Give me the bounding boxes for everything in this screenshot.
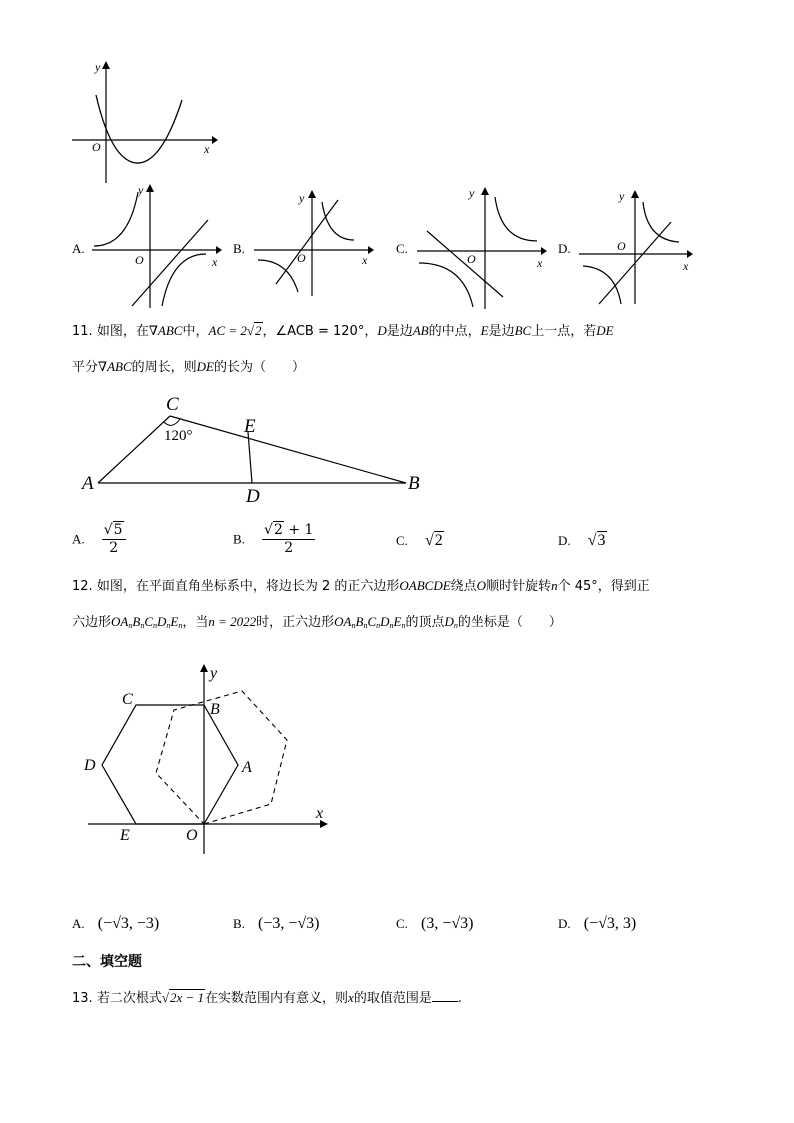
q10-option-d-letter[interactable]: D. <box>558 241 571 256</box>
svg-text:y: y <box>469 186 475 200</box>
q10-option-c-letter[interactable]: C. <box>396 241 408 256</box>
svg-text:x: x <box>362 253 368 267</box>
y-label: y <box>95 60 101 74</box>
q10-main-graph <box>66 55 226 190</box>
side-cb <box>170 416 406 483</box>
svg-text:E: E <box>120 827 130 844</box>
parabola <box>96 95 182 163</box>
label-b: B <box>408 473 420 494</box>
x-label: x <box>204 142 210 156</box>
svg-text:x: x <box>212 255 218 269</box>
label-d: D <box>246 486 260 507</box>
y-axis-arrow <box>102 61 110 69</box>
q12-hexagon-figure <box>80 658 340 858</box>
svg-text:y: y <box>619 189 625 203</box>
svg-text:C: C <box>122 691 133 708</box>
svg-text:O: O <box>297 251 306 265</box>
q10-option-d-graph <box>575 186 700 308</box>
svg-text:O: O <box>467 252 476 266</box>
rotated-hexagon <box>156 691 287 824</box>
svg-text:x: x <box>316 805 324 822</box>
q10-option-c-graph <box>413 183 553 313</box>
q12-option-a[interactable]: A. (−√3, −3) <box>72 915 160 932</box>
svg-text:O: O <box>617 239 626 253</box>
q13-answer-blank[interactable] <box>432 989 458 1002</box>
label-c: C <box>166 394 179 415</box>
svg-text:x: x <box>683 259 689 273</box>
q12-option-c[interactable]: C. (3, −√3) <box>396 915 474 932</box>
origin-label: O <box>92 140 101 154</box>
section-fill-in-title: 二、填空题 <box>72 954 142 970</box>
q10-option-a-graph <box>88 180 228 312</box>
q12-line2: 六边形$OA_nB_nC_nD_nE_n$，当n = 2022时，正六边形$OA_nB_nC_nD_nE_n$的顶点$D_n$的坐标是（ ） <box>72 614 562 630</box>
svg-text:B: B <box>210 701 220 718</box>
svg-text:y: y <box>210 665 218 682</box>
q11-triangle-figure <box>76 388 436 508</box>
svg-text:A: A <box>242 759 252 776</box>
svg-text:O: O <box>186 827 198 844</box>
x-axis-arrow <box>212 136 218 144</box>
side-ac <box>98 416 170 483</box>
q12-option-d[interactable]: D. (−√3, 3) <box>558 915 637 932</box>
label-angle: 120° <box>164 428 193 444</box>
y-axis-arrow <box>200 664 208 672</box>
svg-text:y: y <box>138 183 144 197</box>
q12-line1: 12. 如图，在平面直角坐标系中，将边长为 2 的正六边形OABCDE绕点O顺时针旋转n个 45°，得到正 <box>72 578 650 594</box>
q11-option-d[interactable]: D. √3 <box>558 532 606 549</box>
q10-option-a-letter[interactable]: A. <box>72 241 85 256</box>
q11-option-a[interactable]: A. $\frac{√5}{2}$ <box>72 522 126 557</box>
q10-option-b-graph <box>250 186 380 298</box>
svg-text:O: O <box>135 253 144 267</box>
q12-option-b[interactable]: B. (−3, −√3) <box>233 915 320 932</box>
hexagon-oabcde <box>102 705 238 824</box>
q13-line: 13. 若二次根式√2x − 1在实数范围内有意义，则x的取值范围是 . <box>72 990 462 1006</box>
q11-option-b[interactable]: B. $\frac{√2 + 1}{2}$ <box>233 522 314 556</box>
label-a: A <box>82 473 94 494</box>
q11-line1: 11. 如图，在∇ABC中，AC = 2√2，∠ACB = 120°，D是边AB的中点，E是边BC上一点，若DE <box>72 323 614 339</box>
q11-line2: 平分∇ABC的周长，则DE的长为（ ） <box>72 359 306 375</box>
hyperbola-lower-right <box>162 254 206 306</box>
label-e: E <box>244 416 256 437</box>
q10-option-b-letter[interactable]: B. <box>233 241 245 256</box>
hyperbola-upper-left <box>94 192 138 246</box>
svg-text:x: x <box>537 256 543 270</box>
svg-text:D: D <box>84 757 96 774</box>
svg-text:y: y <box>299 191 305 205</box>
q11-option-c[interactable]: C. √2 <box>396 532 443 549</box>
